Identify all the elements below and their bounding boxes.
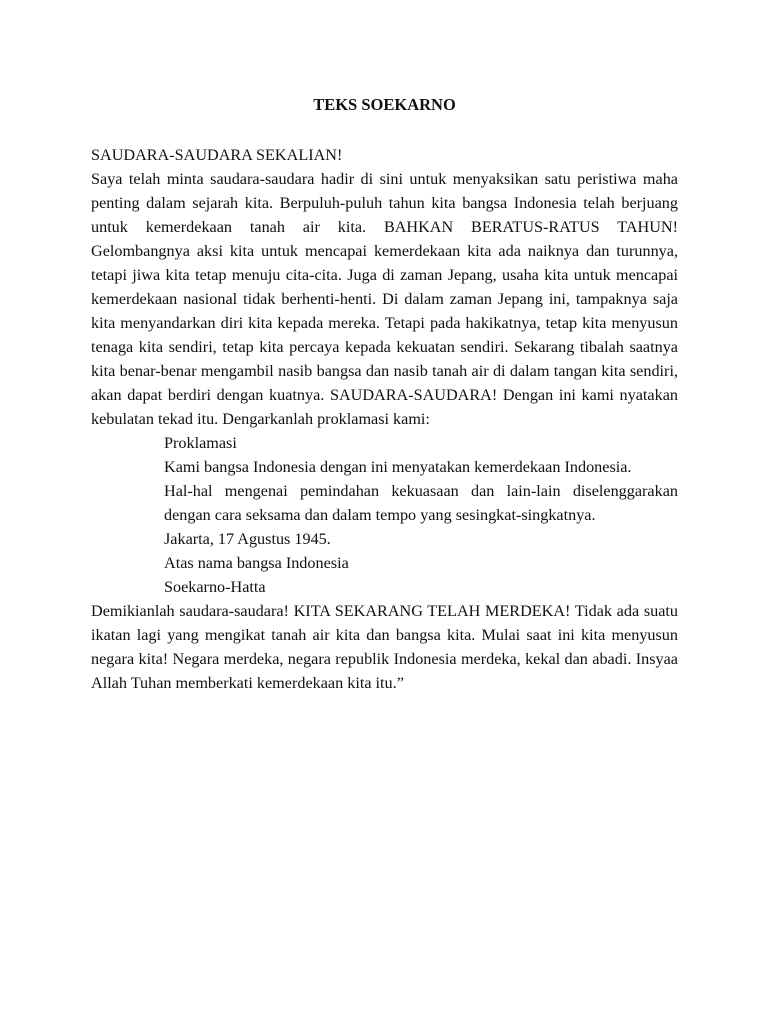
proklamasi-line-2: Hal-hal mengenai pemindahan kekuasaan dan lain-lain diselenggarakan dengan cara seksama dan dalam tempo yang sesingkat-singkatnya. — [164, 482, 678, 524]
proklamasi-block — [164, 431, 678, 599]
proklamasi-line-1: Kami bangsa Indonesia dengan ini menyatakan kemerdekaan Indonesia. — [164, 458, 632, 476]
proklamasi-signatories: Soekarno-Hatta — [164, 578, 266, 596]
document-title: TEKS SOEKARNO — [313, 95, 456, 114]
speech-paragraph-1: Saya telah minta saudara-saudara hadir di sini untuk menyaksikan satu peristiwa maha penting dalam sejarah kita. Berpuluh-puluh tahun kita bangsa Indonesia telah berjuang untuk kemerdekaan tanah air kita. BAHKAN BERATUS-RATUS TAHUN! Gelombangnya aksi kita untuk mencapai kemerdekaan kita ada naiknya dan turunnya, tetapi jiwa kita tetap menuju cita-cita. Juga di zaman Jepang, usaha kita untuk mencapai kemerdekaan nasional tidak berhenti-henti. Di dalam zaman Jepang ini, tampaknya saja kita menyandarkan diri kita kepada mereka. Tetapi pada hakikatnya, tetap kita menyusun tenaga kita sendiri, tetap kita percaya kepada kekuatan sendiri. Sekarang tibalah saatnya kita benar-benar mengambil nasib bangsa dan nasib tanah air di dalam tangan kita sendiri, akan dapat berdiri dengan kuatnya. SAUDARA-SAUDARA! Dengan ini kami nyatakan kebulatan tekad itu. Dengarkanlah proklamasi kami: — [91, 170, 678, 428]
document-page — [91, 95, 678, 695]
speech-paragraph-2: Demikianlah saudara-saudara! KITA SEKARANG TELAH MERDEKA! Tidak ada suatu ikatan lagi yang mengikat tanah air kita dan bangsa kita. Mulai saat ini kita menyusun negara kita! Negara merdeka, negara republik Indonesia merdeka, kekal dan abadi. Insyaa Allah Tuhan memberkati kemerdekaan kita itu.” — [91, 602, 678, 692]
greeting-line: SAUDARA-SAUDARA SEKALIAN! — [91, 146, 343, 164]
proklamasi-heading: Proklamasi — [164, 434, 237, 452]
proklamasi-on-behalf: Atas nama bangsa Indonesia — [164, 554, 349, 572]
proklamasi-place-date: Jakarta, 17 Agustus 1945. — [164, 530, 331, 548]
